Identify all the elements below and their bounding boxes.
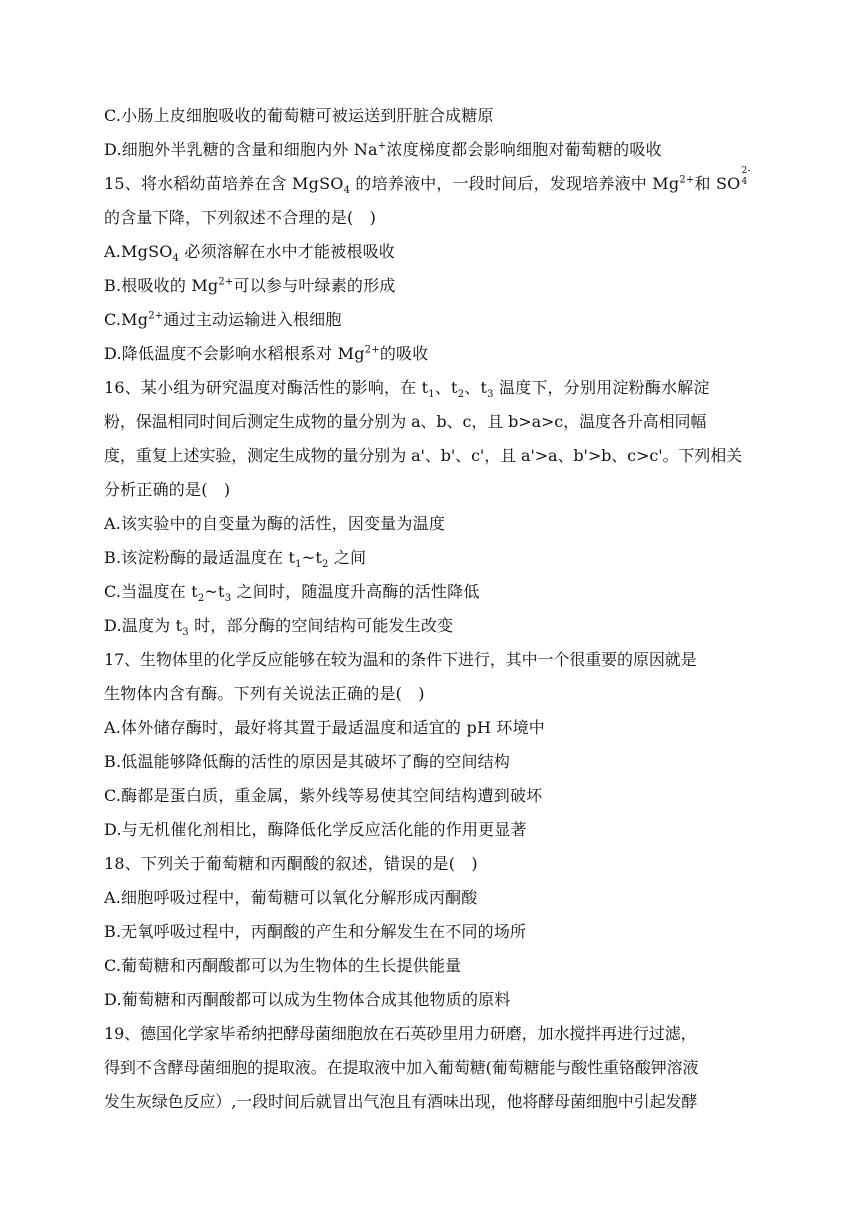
text: A.MgSO xyxy=(104,242,173,261)
text: 粉，保温相同时间后测定生成物的量分别为 a、b、c，且 b>a>c，温度各升高相同幅 xyxy=(104,412,707,431)
q19-stem-line-3 xyxy=(104,1085,764,1119)
text: 、t xyxy=(434,378,458,397)
subscript: 2 xyxy=(457,389,465,401)
q15-option-c xyxy=(104,303,764,337)
text: 17、生物体里的化学反应能够在较为温和的条件下进行，其中一个很重要的原因就是 xyxy=(104,650,697,669)
q18-option-b xyxy=(104,915,764,949)
text: 浓度梯度都会影响细胞对葡萄糖的吸收 xyxy=(386,140,662,159)
subscript: 3 xyxy=(182,627,189,639)
text: 15、将水稻幼苗培养在含 MgSO xyxy=(104,174,344,193)
q15-option-d xyxy=(104,337,764,371)
q16-stem-line-2 xyxy=(104,405,764,439)
text: 温度下，分别用淀粉酶水解淀 xyxy=(493,378,710,397)
subscript: 2 xyxy=(197,593,205,605)
text: C.葡萄糖和丙酮酸都可以为生物体的生长提供能量 xyxy=(104,956,462,975)
q16-stem-line-4 xyxy=(104,473,764,507)
text: 发生灰绿色反应）,一段时间后就冒出气泡且有酒味出现，他将酵母菌细胞中引起发酵 xyxy=(104,1092,698,1111)
text: 的含量下降，下列叙述不合理的是( ) xyxy=(104,208,377,227)
text: 必须溶解在水中才能被根吸收 xyxy=(179,242,395,261)
text: D.葡萄糖和丙酮酸都可以成为生物体合成其他物质的原料 xyxy=(104,990,511,1009)
text: 度，重复上述实验，测定生成物的量分别为 a'、b'、c'，且 a'>a、b'>b、c>c'。下列相关 xyxy=(104,446,743,465)
text: 之间时，随温度升高酶的活性降低 xyxy=(231,582,480,601)
superscript: + xyxy=(377,140,387,152)
subscript: 2 xyxy=(321,559,329,571)
q14-option-d xyxy=(104,133,764,167)
text: 、t xyxy=(464,378,488,397)
text: C.Mg xyxy=(104,310,149,329)
q17-option-a xyxy=(104,711,764,745)
subscript: 1 xyxy=(295,559,302,571)
q17-option-d xyxy=(104,813,764,847)
q14-option-c xyxy=(104,99,764,133)
q16-option-b xyxy=(104,541,764,575)
text: 可以参与叶绿素的形成 xyxy=(233,276,396,295)
q15-stem-line-1 xyxy=(104,167,764,201)
q19-stem-line-2 xyxy=(104,1051,764,1085)
subscript: 4 xyxy=(172,253,180,265)
text: D.细胞外半乳糖的含量和细胞内外 Na xyxy=(104,140,378,159)
subscript: 3 xyxy=(224,593,232,605)
text: ~t xyxy=(301,548,322,567)
text: A.体外储存酶时，最好将其置于最适温度和适宜的 pH 环境中 xyxy=(104,718,546,737)
text: D.与无机催化剂相比，酶降低化学反应活化能的作用更显著 xyxy=(104,820,527,839)
q18-option-c xyxy=(104,949,764,983)
q17-option-c xyxy=(104,779,764,813)
text: 和 SO xyxy=(694,174,741,193)
text: A.细胞呼吸过程中，葡萄糖可以氧化分解形成丙酮酸 xyxy=(104,888,478,907)
q16-option-c xyxy=(104,575,764,609)
text: 时，部分酶的空间结构可能发生改变 xyxy=(188,616,454,635)
subscript: 4 xyxy=(741,177,748,187)
superscript: 2- xyxy=(741,166,751,176)
text: 16、某小组为研究温度对酶活性的影响，在 t xyxy=(104,378,429,397)
text: 19、德国化学家毕希纳把酵母菌细胞放在石英砂里用力研磨，加水搅拌再进行过滤， xyxy=(104,1024,697,1043)
text: 的培养液中，一段时间后，发现培养液中 Mg xyxy=(350,174,680,193)
text: B.该淀粉酶的最适温度在 t xyxy=(104,548,296,567)
q15-option-a xyxy=(104,235,764,269)
text: A.该实验中的自变量为酶的活性，因变量为温度 xyxy=(104,514,446,533)
q16-stem-line-3 xyxy=(104,439,764,473)
text: 的吸收 xyxy=(379,344,429,363)
superscript: 2+ xyxy=(364,344,380,356)
text: C.小肠上皮细胞吸收的葡萄糖可被运送到肝脏合成糖原 xyxy=(104,106,494,125)
sulfate-charge-stack xyxy=(740,166,751,187)
q16-option-a xyxy=(104,507,764,541)
text: 18、下列关于葡萄糖和丙酮酸的叙述，错误的是( ) xyxy=(104,854,478,873)
q19-stem-line-1 xyxy=(104,1017,764,1051)
text: D.温度为 t xyxy=(104,616,183,635)
q17-stem-line-1 xyxy=(104,643,764,677)
text: D.降低温度不会影响水稻根系对 Mg xyxy=(104,344,365,363)
subscript: 1 xyxy=(428,389,435,401)
text: 得到不含酵母菌细胞的提取液。在提取液中加入葡萄糖(葡萄糖能与酸性重铬酸钾溶液 xyxy=(104,1058,699,1077)
q16-stem-line-1 xyxy=(104,371,764,405)
text: 之间 xyxy=(328,548,367,567)
superscript: 2+ xyxy=(218,276,234,288)
q15-stem-line-2 xyxy=(104,201,764,235)
question-content xyxy=(104,99,764,1119)
q18-stem xyxy=(104,847,764,881)
q18-option-d xyxy=(104,983,764,1017)
text: ~t xyxy=(204,582,225,601)
text: 分析正确的是( ) xyxy=(104,480,231,499)
q16-option-d xyxy=(104,609,764,643)
q18-option-a xyxy=(104,881,764,915)
text: B.低温能够降低酶的活性的原因是其破坏了酶的空间结构 xyxy=(104,752,511,771)
text: 生物体内含有酶。下列有关说法正确的是( ) xyxy=(104,684,425,703)
superscript: 2+ xyxy=(679,174,695,186)
q15-option-b xyxy=(104,269,764,303)
text: C.酶都是蛋白质，重金属，紫外线等易使其空间结构遭到破坏 xyxy=(104,786,543,805)
text: 通过主动运输进入根细胞 xyxy=(163,310,342,329)
subscript: 4 xyxy=(343,185,351,197)
q17-stem-line-2 xyxy=(104,677,764,711)
superscript: 2+ xyxy=(148,310,164,322)
subscript: 3 xyxy=(487,389,494,401)
text: C.当温度在 t xyxy=(104,582,198,601)
text: B.无氧呼吸过程中，丙酮酸的产生和分解发生在不同的场所 xyxy=(104,922,527,941)
text: B.根吸收的 Mg xyxy=(104,276,219,295)
q17-option-b xyxy=(104,745,764,779)
